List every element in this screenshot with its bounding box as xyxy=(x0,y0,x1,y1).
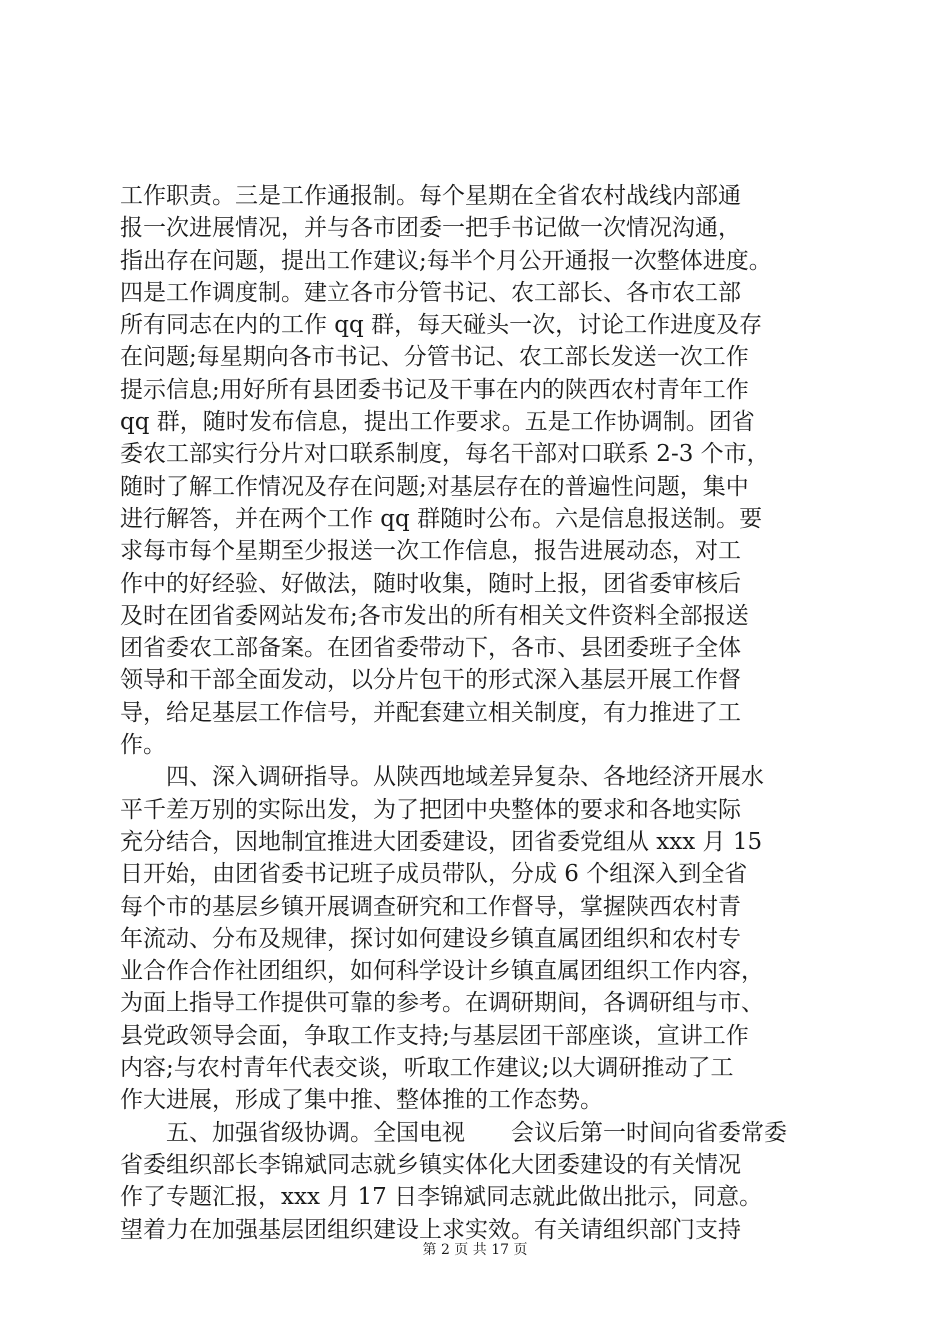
page-footer xyxy=(0,1240,950,1260)
text-line: 望着力在加强基层团组织建设上求实效。有关请组织部门支持 xyxy=(120,1216,741,1243)
text-line: 及时在团省委网站发布;各市发出的所有相关文件资料全部报送 xyxy=(120,602,749,629)
text-line: 报一次进展情况，并与各市团委一把手书记做一次情况沟通， xyxy=(120,215,741,242)
text-line: 求每市每个星期至少报送一次工作信息，报告进展动态，对工 xyxy=(120,538,741,565)
text-line: 工作职责。三是工作通报制。每个星期在全省农村战线内部通 xyxy=(120,183,741,209)
text-line: 为面上指导工作提供可靠的参考。在调研期间，各调研组与市、 xyxy=(120,990,764,1017)
text-line: 作了专题汇报，xxx 月 17 日李锦斌同志就此做出批示，同意。 xyxy=(120,1184,763,1211)
text-line: 团省委农工部备案。在团省委带动下，各市、县团委班子全体 xyxy=(120,635,741,662)
text-line: 导，给足基层工作信号，并配套建立相关制度，有力推进了工 xyxy=(120,699,741,726)
text-line: qq 群，随时发布信息，提出工作要求。五是工作协调制。团省 xyxy=(120,409,755,436)
text-line: 在问题;每星期向各市书记、分管书记、农工部长发送一次工作 xyxy=(120,344,749,371)
text-line: 随时了解工作情况及存在问题;对基层存在的普遍性问题，集中 xyxy=(120,473,749,500)
text-line: 内容;与农村青年代表交谈，听取工作建议;以大调研推动了工 xyxy=(120,1055,734,1082)
text-line: 作大进展，形成了集中推、整体推的工作态势。 xyxy=(120,1087,603,1114)
section-heading-line: 四、深入调研指导。从陕西地域差异复杂、各地经济开展水 xyxy=(166,764,764,791)
text-line: 作中的好经验、好做法，随时收集，随时上报，团省委审核后 xyxy=(120,570,741,597)
text-line: 充分结合，因地制宜推进大团委建设，团省委党组从 xxx 月 15 xyxy=(120,828,763,855)
text-line: 四是工作调度制。建立各市分管书记、农工部长、各市农工部 xyxy=(120,279,741,306)
body-text xyxy=(120,180,832,1246)
text-line: 日开始，由团省委书记班子成员带队，分成 6 个组深入到全省 xyxy=(120,861,748,888)
text-line: 年流动、分布及规律，探讨如何建设乡镇直属团组织和农村专 xyxy=(120,925,741,952)
section-heading-line: 五、加强省级协调。全国电视 会议后第一时间向省委常委 xyxy=(166,1119,787,1146)
text-line: 作。 xyxy=(120,732,166,759)
text-line: 提示信息;用好所有县团委书记及干事在内的陕西农村青年工作 xyxy=(120,376,749,403)
text-line: 指出存在问题，提出工作建议;每半个月公开通报一次整体进度。 xyxy=(120,247,772,274)
text-line: 所有同志在内的工作 qq 群，每天碰头一次，讨论工作进度及存 xyxy=(120,312,763,339)
text-line: 进行解答，并在两个工作 qq 群随时公布。六是信息报送制。要 xyxy=(120,505,763,532)
text-line: 省委组织部长李锦斌同志就乡镇实体化大团委建设的有关情况 xyxy=(120,1151,741,1178)
text-line: 每个市的基层乡镇开展调查研究和工作督导，掌握陕西农村青 xyxy=(120,893,741,920)
text-line: 县党政领导会面，争取工作支持;与基层团干部座谈，宣讲工作 xyxy=(120,1022,749,1049)
text-line: 领导和干部全面发动，以分片包干的形式深入基层开展工作督 xyxy=(120,667,741,694)
text-line: 委农工部实行分片对口联系制度，每名干部对口联系 2-3 个市， xyxy=(120,441,770,468)
text-line: 业合作合作社团组织，如何科学设计乡镇直属团组织工作内容， xyxy=(120,958,764,985)
text-line: 平千差万别的实际出发，为了把团中央整体的要求和各地实际 xyxy=(120,796,741,823)
page-number: 第 2 页 共 17 页 xyxy=(422,1242,528,1258)
